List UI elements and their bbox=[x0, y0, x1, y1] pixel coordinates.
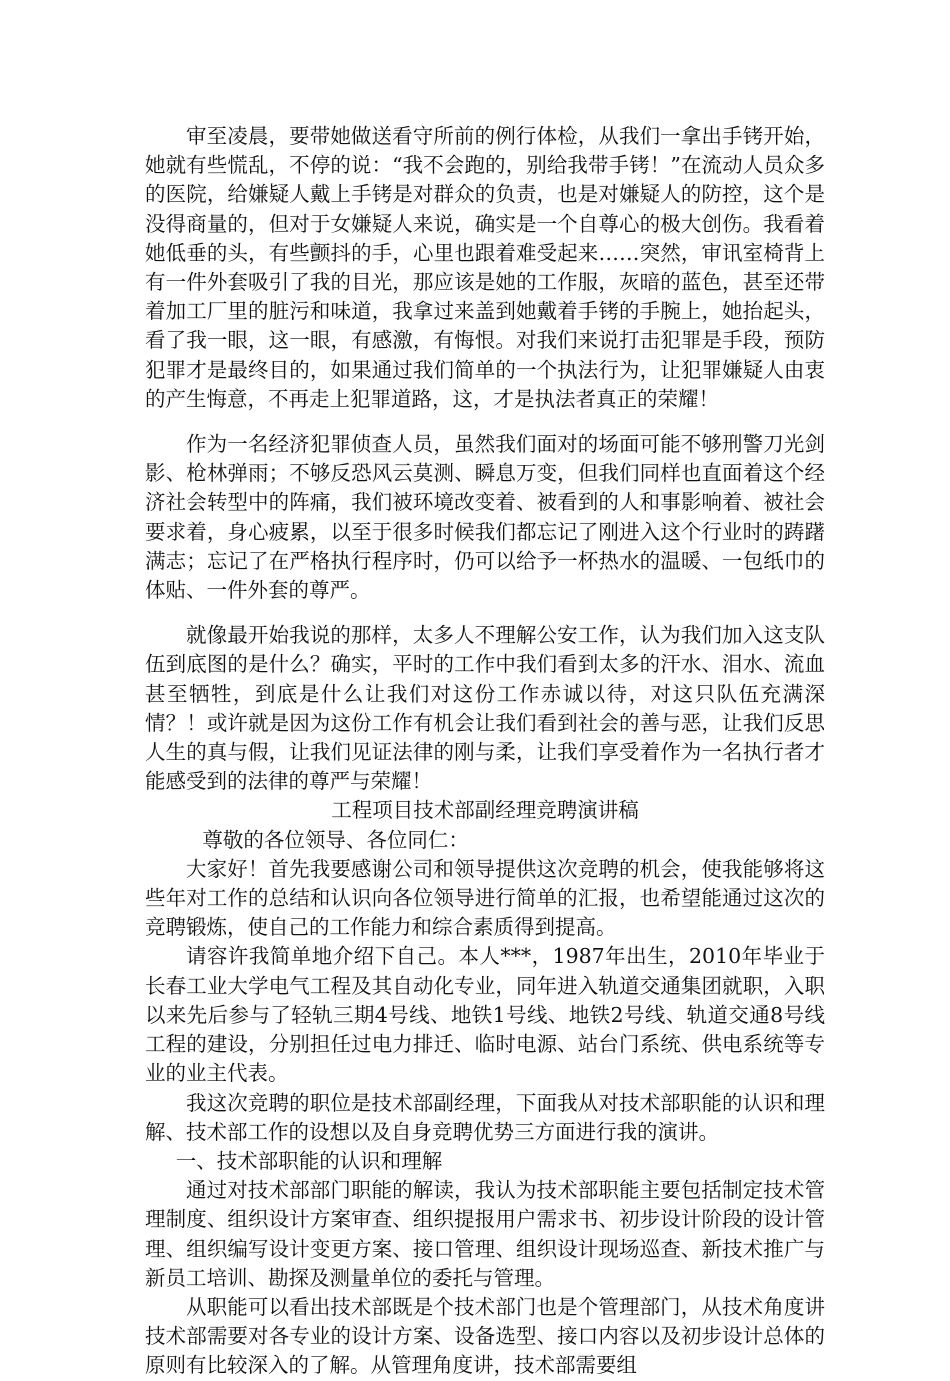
body-paragraph: 大家好！首先我要感谢公司和领导提供这次竞聘的机会，使我能够将这些年对工作的总结和认识向各位领导进行简单的汇报，也希望能通过这次的竞聘锻炼，使自己的工作能力和综合素质得到提高。 bbox=[145, 856, 825, 940]
body-paragraph: 作为一名经济犯罪侦查人员，虽然我们面对的场面可能不够刑警刀光剑影、枪林弹雨；不够反恐风云莫测、瞬息万变，但我们同样也直面着这个经济社会转型中的阵痛，我们被环境改变着、被看到的人和事影响着、被社会要求着，身心疲累，以至于很多时候我们都忘记了刚进入这个行业时的踌躇满志；忘记了在严格执行程序时，仍可以给予一杯热水的温暖、一包纸巾的体贴、一件外套的尊严。 bbox=[145, 432, 825, 603]
body-paragraph: 我这次竞聘的职位是技术部副经理，下面我从对技术部职能的认识和理解、技术部工作的设想以及自身竞聘优势三方面进行我的演讲。 bbox=[145, 1090, 825, 1144]
body-paragraph: 通过对技术部部门职能的解读，我认为技术部职能主要包括制定技术管理制度、组织设计方案审查、组织提报用户需求书、初步设计阶段的设计管理、组织编写设计变更方案、接口管理、组织设计现场巡查、新技术推广与新员工培训、勘探及测量单位的委托与管理。 bbox=[145, 1178, 825, 1290]
document-page bbox=[145, 122, 825, 1381]
section-heading: 一、技术部职能的认识和理解 bbox=[175, 1148, 443, 1173]
body-paragraph: 审至凌晨，要带她做送看守所前的例行体检，从我们一拿出手铐开始，她就有些慌乱，不停的说：“我不会跑的，别给我带手铐！”在流动人员众多的医院，给嫌疑人戴上手铐是对群众的负责，也是对嫌疑人的防控，这个是没得商量的，但对于女嫌疑人来说，确实是一个自尊心的极大创伤。我看着她低垂的头，有些颤抖的手，心里也跟着难受起来……突然，审讯室椅背上有一件外套吸引了我的目光，那应该是她的工作服，灰暗的蓝色，甚至还带着加工厂里的脏污和味道，我拿过来盖到她戴着手铐的手腕上，她抬起头，看了我一眼，这一眼，有感激，有悔恨。对我们来说打击犯罪是手段，预防犯罪才是最终目的，如果通过我们简单的一个执法行为，让犯罪嫌疑人由衷的产生悔意，不再走上犯罪道路，这，才是执法者真正的荣耀！ bbox=[145, 124, 825, 411]
speech-title: 工程项目技术部副经理竞聘演讲稿 bbox=[331, 798, 639, 823]
salutation: 尊敬的各位领导、各位同仁： bbox=[202, 827, 469, 852]
body-paragraph: 请容许我简单地介绍下自己。本人***，1987年出生，2010年毕业于长春工业大学电气工程及其自动化专业，同年进入轨道交通集团就职，入职以来先后参与了轻轨三期4号线、地铁1号线、地铁2号线、轨道交通8号线工程的建设，分别担任过电力排迁、临时电源、站台门系统、供电系统等专业的业主代表。 bbox=[145, 944, 825, 1086]
body-paragraph: 就像最开始我说的那样，太多人不理解公安工作，认为我们加入这支队伍到底图的是什么？确实，平时的工作中我们看到太多的汗水、泪水、流血甚至牺牲，到底是什么让我们对这份工作赤诚以待，对这只队伍充满深情？！或许就是因为这份工作有机会让我们看到社会的善与恶，让我们反思人生的真与假，让我们见证法律的刚与柔，让我们享受着作为一名执行者才能感受到的法律的尊严与荣耀！ bbox=[145, 623, 825, 794]
body-paragraph: 从职能可以看出技术部既是个技术部门也是个管理部门，从技术角度讲技术部需要对各专业的设计方案、设备选型、接口内容以及初步设计总体的原则有比较深入的了解。从管理角度讲，技术部需要组 bbox=[145, 1294, 825, 1378]
